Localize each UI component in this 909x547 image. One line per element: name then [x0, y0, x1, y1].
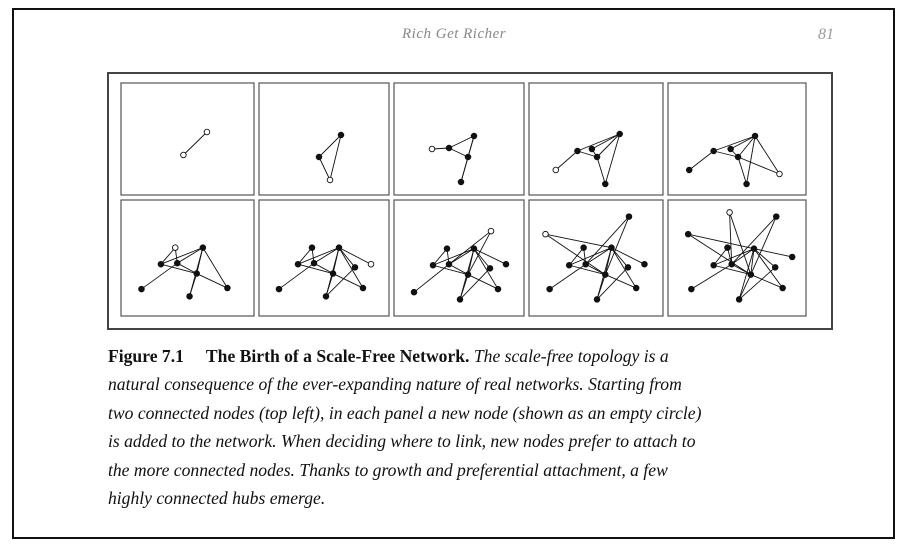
caption-line-5: the more connected nodes. Thanks to growth and preferential attachment, a few: [108, 459, 668, 480]
panel-8-node: [495, 286, 501, 292]
panel-10-node: [748, 272, 754, 278]
figure-label: Figure 7.1: [108, 346, 184, 366]
panel-8-node: [457, 297, 463, 303]
panel-5-node: [752, 133, 758, 139]
page-number: 81: [818, 26, 834, 43]
panel-9-node: [581, 245, 587, 251]
panel-6-node: [187, 294, 193, 300]
caption-text: The scale-free topology is a: [473, 346, 669, 366]
panel-10-node: [789, 254, 795, 260]
panel-3-border: [394, 83, 524, 195]
panel-9-node: [583, 261, 589, 267]
panel-7-node: [330, 271, 336, 277]
panel-7-node: [311, 260, 317, 266]
panel-6-node: [139, 286, 145, 292]
panel-4-new-node: [553, 167, 559, 173]
panel-6-node: [200, 245, 206, 251]
panel-3-node: [446, 145, 452, 151]
panel-7-new-node: [368, 261, 374, 267]
panel-8-new-node: [488, 228, 494, 234]
panel-9-new-node: [543, 231, 549, 237]
panel-3-node: [471, 133, 477, 139]
panel-2-border: [259, 83, 389, 195]
panel-6-node: [194, 271, 200, 277]
panel-5-node: [711, 148, 717, 154]
figure-caption: [108, 342, 838, 512]
panel-9-node: [633, 285, 639, 291]
panel-10-node: [772, 265, 778, 271]
panel-10-node: [729, 261, 735, 267]
panel-7-node: [360, 285, 366, 291]
panel-9-node: [566, 262, 572, 268]
panel-7-node: [323, 294, 329, 300]
panel-4-node: [594, 154, 600, 160]
panel-8-node: [446, 261, 452, 267]
panel-8-node: [444, 246, 450, 252]
panel-8-node: [471, 246, 477, 252]
panel-2-node: [338, 132, 344, 138]
panel-5-new-node: [777, 171, 783, 177]
panel-7-node: [276, 286, 282, 292]
panel-3-new-node: [429, 146, 435, 152]
caption-line-1: [108, 342, 838, 370]
panel-3-node: [465, 154, 471, 160]
panel-9-node: [594, 297, 600, 303]
panel-6-new-node: [172, 245, 178, 251]
panel-10-node: [736, 297, 742, 303]
panel-1-new-node: [204, 129, 210, 135]
panel-4-border: [529, 83, 663, 195]
panel-1-border: [121, 83, 254, 195]
panel-10-node: [685, 231, 691, 237]
panel-9-node: [547, 286, 553, 292]
panel-3-node: [458, 179, 464, 185]
panel-4-node: [589, 146, 595, 152]
panel-5-node: [735, 154, 741, 160]
panel-5-node: [686, 167, 692, 173]
panel-5-border: [668, 83, 806, 195]
caption-line-3: two connected nodes (top left), in each panel a new node (shown as an empty circle): [108, 402, 702, 423]
panel-4-node: [575, 148, 581, 154]
network-growth-figure: [109, 74, 831, 328]
panel-9-node: [642, 261, 648, 267]
panel-6-node: [225, 285, 231, 291]
panel-10-node: [711, 262, 717, 268]
panel-1-new-node: [181, 152, 187, 158]
panel-4-node: [602, 181, 608, 187]
panel-10-node: [725, 245, 731, 251]
caption-line-2: natural consequence of the ever-expanding nature of real networks. Starting from: [108, 374, 682, 395]
figure-panel-grid: [107, 72, 833, 330]
panel-10-node: [780, 285, 786, 291]
panel-8-node: [503, 261, 509, 267]
caption-line-4: is added to the network. When deciding where to link, new nodes prefer to attach to: [108, 431, 696, 452]
panel-8-node: [430, 262, 436, 268]
panel-6-node: [158, 261, 164, 267]
panel-9-node: [625, 265, 631, 271]
panel-10-new-node: [727, 210, 733, 216]
panel-7-node: [295, 261, 301, 267]
panel-7-node: [336, 245, 342, 251]
panel-4-node: [617, 131, 623, 137]
panel-10-node: [689, 286, 695, 292]
panel-8-node: [411, 289, 417, 295]
running-title: Rich Get Richer: [402, 26, 507, 42]
panel-10-node: [773, 214, 779, 220]
panel-10-node: [751, 246, 757, 252]
panel-5-node: [728, 146, 734, 152]
panel-8-node: [465, 272, 471, 278]
panel-5-node: [744, 181, 750, 187]
panel-6-node: [174, 260, 180, 266]
panel-7-node: [352, 265, 358, 271]
panel-8-node: [487, 266, 493, 272]
figure-title: The Birth of a Scale-Free Network.: [205, 346, 470, 366]
panel-2-node: [316, 154, 322, 160]
panel-9-node: [602, 272, 608, 278]
caption-line-6: highly connected hubs emerge.: [108, 488, 326, 509]
panel-9-node: [609, 245, 615, 251]
panel-9-node: [626, 214, 632, 220]
panel-2-new-node: [327, 177, 333, 183]
panel-7-node: [309, 245, 315, 251]
